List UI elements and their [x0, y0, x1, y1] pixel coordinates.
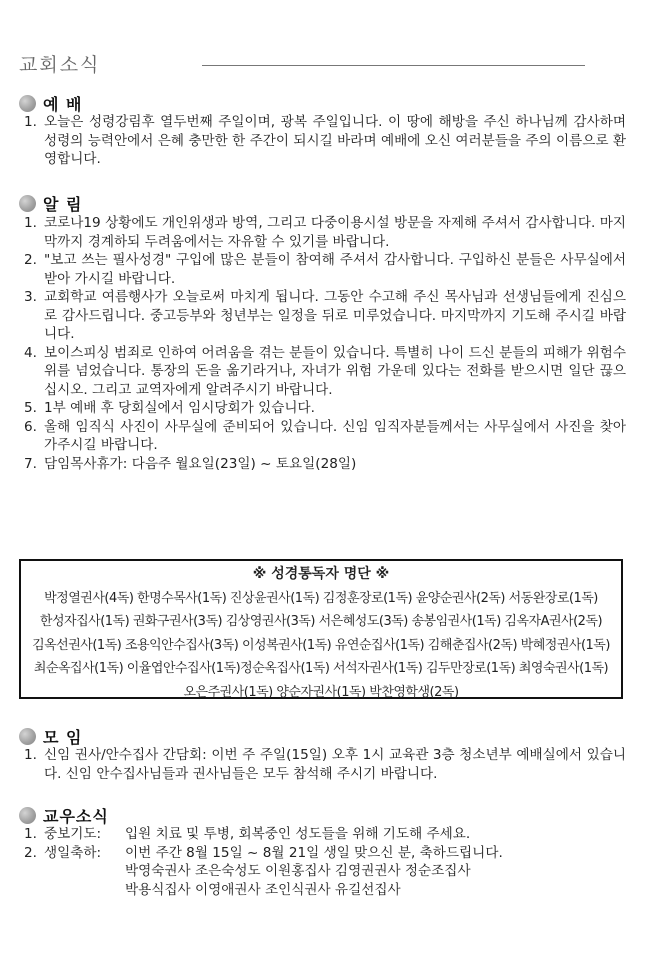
members-list [24, 825, 626, 899]
list-item [24, 825, 626, 844]
list-item [24, 746, 626, 783]
birthday-names-line: 박용식집사 이영애권사 조인식권사 유길선집사 [125, 881, 401, 898]
section-title: 교우소식 [43, 807, 109, 826]
worship-list [24, 113, 626, 169]
item-text: 올해 임직식 사진이 사무실에 준비되어 있습니다. 신임 임직자분들께서는 사무실에서 사진을 찾아가주시길 바랍니다. [44, 418, 626, 453]
item-number: 1. [24, 215, 37, 231]
section-title: 모 임 [43, 728, 83, 747]
item-number: 2. [24, 252, 37, 268]
readers-line: 김옥선권사(1독) 조용익안수집사(3독) 이성복권사(1독) 유연순집사(1독) 김해춘집사(2독) 박혜정권사(1독) [32, 637, 610, 653]
list-item [24, 288, 626, 344]
readers-title: ※ 성경통독자 명단 ※ [252, 566, 390, 582]
list-item [24, 844, 626, 863]
item-number: 5. [24, 400, 37, 416]
item-label: 생일축하: [44, 844, 102, 861]
item-number: 3. [24, 289, 37, 305]
item-number: 1. [24, 114, 37, 130]
title-divider [202, 65, 585, 66]
item-text: 담임목사휴가: 다음주 월요일(23일) ~ 토요일(28일) [44, 455, 357, 472]
list-item [24, 113, 626, 169]
readers-line: 한성자집사(1독) 권화구권사(3독) 김상영권사(3독) 서은혜성도(3독) 송봉임권사(1독) 김옥자A권사(2독) [39, 614, 603, 629]
list-item [24, 399, 626, 418]
item-text: 이번 주간 8월 15일 ~ 8월 21일 생일 맞으신 분, 축하드립니다. [125, 844, 503, 861]
circle-bullet-icon [19, 807, 36, 824]
list-item [24, 344, 626, 400]
item-label: 중보기도: [44, 826, 102, 842]
section-title: 알 림 [43, 195, 83, 214]
item-text: 입원 치료 및 투병, 회복중인 성도들을 위해 기도해 주세요. [125, 826, 471, 842]
item-text: 신임 권사/안수집사 간담회: 이번 주 주일(15일) 오후 1시 교육관 3층 청소년부 예배실에서 있습니다. 신임 안수집사님들과 권사님들은 모두 참석해 주시기 바랍니다. [44, 747, 626, 782]
birthday-names [24, 862, 626, 881]
section-title: 예 배 [43, 95, 83, 114]
notices-list [24, 214, 626, 473]
list-item [24, 455, 626, 474]
circle-bullet-icon [19, 728, 36, 745]
item-text: 1부 예배 후 당회실에서 임시당회가 있습니다. [44, 400, 315, 416]
readers-line: 최순옥집사(1독) 이율엽안수집사(1독)정순옥집사(1독) 서석자권사(1독) 김두만장로(1독) 최영숙권사(1독) [33, 661, 609, 676]
item-number: 2. [24, 844, 37, 861]
circle-bullet-icon [19, 195, 36, 212]
birthday-names-line: 박영숙권사 조은숙성도 이원홍집사 김영권권사 정순조집사 [125, 863, 471, 879]
page-title: 교회소식 [19, 54, 101, 76]
item-text: 오늘은 성령강림후 열두번째 주일이며, 광복 주일입니다. 이 땅에 해방을 주신 하나님께 감사하며 성령의 능력안에서 은혜 충만한 한 주간이 되시길 바라며 예배에 오신 여러분들을 주의 이름으로 환영합니다. [44, 114, 626, 167]
item-number: 1. [24, 747, 37, 763]
circle-bullet-icon [19, 95, 36, 112]
item-text: 보이스피싱 범죄로 인하여 어려움을 겪는 분들이 있습니다. 특별히 나이 드신 분들의 피해가 위험수위를 넘었습니다. 통장의 돈을 옮기라거나, 자녀가 위험 가운데 있다는 전화를 받으시면 일단 끊으십시오. 그리고 교역자에게 알려주시기 바랍니다. [44, 344, 626, 398]
item-number: 1. [24, 826, 37, 842]
readers-line: 박정열권사(4독) 한명수목사(1독) 진상윤권사(1독) 김정훈장로(1독) 윤양순권사(2독) 서동완장로(1독) [44, 590, 598, 606]
item-text: 교회학교 여름행사가 오늘로써 마치게 됩니다. 그동안 수고해 주신 목사님과 선생님들에게 진심으로 감사드립니다. 중고등부와 청년부는 일정을 뒤로 미루었습니다. 마지막까지 기도해 주시길 바랍니다. [44, 289, 626, 342]
item-text: 코로나19 상황에도 개인위생과 방역, 그리고 다중이용시설 방문을 자제해 주셔서 감사합니다. 마지막까지 경계하되 두려움에서는 자유할 수 있기를 바랍니다. [44, 215, 626, 250]
birthday-names [24, 881, 626, 900]
item-number: 6. [24, 418, 37, 435]
bible-readers-box [19, 559, 623, 699]
readers-line: 오은주권사(1독) 양순자권사(1독) 박찬영학생(2독) [183, 684, 459, 700]
item-number: 7. [24, 455, 37, 472]
meetings-list [24, 746, 626, 783]
item-number: 4. [24, 344, 37, 361]
list-item [24, 214, 626, 251]
page-header [19, 50, 609, 80]
list-item [24, 418, 626, 455]
item-text: "보고 쓰는 필사성경" 구입에 많은 분들이 참여해 주셔서 감사합니다. 구입하신 분들은 사무실에서 받아 가시길 바랍니다. [44, 252, 626, 287]
list-item [24, 251, 626, 288]
